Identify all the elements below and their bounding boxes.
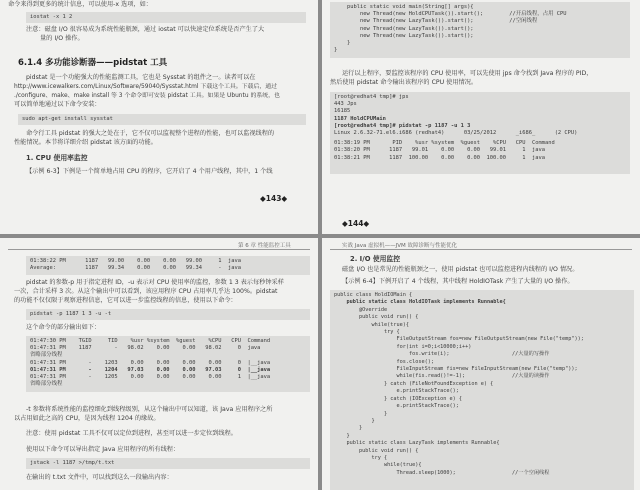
code-line: e.printStackTrace(); <box>334 388 459 395</box>
note: 注意：使用 pidstat 工具不仅可以定位到进程，甚至可以进一步定位到线程。 <box>26 430 237 437</box>
para-4: 可以简单地通过以下命令安装： <box>14 101 101 108</box>
term-line: 443 Jps <box>334 101 357 108</box>
table-row: 省略部分线程 <box>30 352 63 359</box>
term-line: 16185 <box>334 108 351 115</box>
code-line: } <box>334 410 388 417</box>
term-line: 1187 HoldCPUMain <box>334 115 386 122</box>
code-line: while(true){ <box>334 321 409 328</box>
code-jstack: jstack -l 1187 >/tmp/t.txt <box>26 458 310 469</box>
code-line: try { <box>334 329 400 336</box>
running-header: 实战 Java 虚拟机——JVM 故障诊断与性能优化 <box>342 243 457 249</box>
sub-io: 2. I/O 使用监控 <box>350 255 401 263</box>
para-1: pidstat 的参数-p 用于指定进程 ID，-u 表示对 CPU 使用率的监控，参数 1 3 表示每秒钟采样 <box>26 279 284 286</box>
para2-2: 性能情况。本节将详细介绍 pidstat 该方面的功能。 <box>14 139 157 146</box>
para-run-1: 运行以上程序，要监控该程序的 CPU 使用率，可以先使用 jps 命令找到 Java 程序的 PID， <box>342 70 593 77</box>
code-line: try { <box>334 454 388 461</box>
code-line: } <box>334 40 351 47</box>
thread-table <box>26 336 310 392</box>
para-3: ./configure、make、make install 等 3 个命令即可安装 pidstat 工具。如果是 Ubuntu 的系统，也 <box>14 93 280 99</box>
header-rule <box>330 249 632 250</box>
page-bottom-right <box>322 238 640 490</box>
table-row: 01:47:31 PM - 1205 0.00 0.00 0.00 0.00 1 |__java <box>30 374 271 381</box>
code-main <box>330 2 630 58</box>
code-line: Thread.sleep(1000); //一个空闲线程 <box>334 469 550 476</box>
term-line: [root@redhat4 tmp]# jps <box>334 94 409 100</box>
table-row: 01:47:31 PM - 1204 97.03 0.00 0.00 97.03 0 |__java <box>30 366 271 373</box>
term-line: 01:38:19 PM PID %usr %system %guest %CPU CPU Command <box>334 140 555 147</box>
top-line: 命令来得到更多的统计信息，可以使用-x 选项，如： <box>8 1 152 8</box>
code-line: fos.write(i); //大量的写操作 <box>334 351 550 358</box>
para-2: 一次，合计采样 3 次。从这个输出中可以看到，该应用程序 CPU 占用率几乎达 100%。pidstat <box>14 288 278 295</box>
para-out: 这个命令的部分输出如下： <box>26 324 101 331</box>
code-line: } <box>334 417 375 424</box>
para4: 使用以下命令可以导出指定 Java 应用程序的所有线程： <box>26 446 180 453</box>
table-row: 01:47:31 PM - 1203 0.00 0.00 0.00 0.00 0 |__java <box>30 359 271 366</box>
para2-1: 命令行工具 pidstat 的强大之处在于，它不仅可以监视整个进程的性能，也可以监视线程的 <box>26 130 275 137</box>
para-2: http://www.icewalkers.com/Linux/Software/59040/Sysstat.html 下载这个工具。下载后，通过 <box>14 84 278 90</box>
bottom-line: 在输出的 t.txt 文件中，可以找到这么一段输出内容： <box>26 474 173 481</box>
code-line: new Thread(new LazyTask()).start(); <box>334 32 474 39</box>
code-line: new Thread(new HoldCPUTask()).start(); //开启线程，占用 CPU <box>334 11 567 18</box>
page-143 <box>0 0 318 234</box>
running-header: 第 6 章 性能监控工具 <box>238 243 291 249</box>
term-line: [root@redhat4 tmp]# pidstat -p 1187 -u 1 3 <box>334 122 471 129</box>
code-line: for(int i=0;i<10000;i++) <box>334 343 472 350</box>
table-row: 省略部分线程 <box>30 381 63 388</box>
code-line: FileOutputStream fos=new FileOutputStream(new File("temp")); <box>334 336 584 343</box>
para3-1: -t 参数将系统性能的监控细化到线程级别，从这个输出中可以知道，该 Java 应用程序之所 <box>26 406 273 413</box>
code-holdio <box>330 290 634 490</box>
example-6-4: 【示例 6-4】下例开启了 4 个线程，其中线程 HoldIOTask 产生了大量的 I/O 操作。 <box>342 278 574 285</box>
term-line: Linux 2.6.32-71.el6.i686 (redhat4) 03/25/2012 _i686_ (2 CPU) <box>334 130 578 137</box>
code-line: public static class LazyTask implements Runnable{ <box>334 440 500 447</box>
code-line: fos.close(); <box>334 358 434 365</box>
code-line: new Thread(new LazyTask()).start(); <box>334 25 474 32</box>
code-line: while(true){ <box>334 462 422 469</box>
code-line: } <box>334 425 363 432</box>
term-line: 01:38:21 PM 1187 100.00 0.00 0.00 100.00 1 java <box>334 154 545 161</box>
para3-2: 以占用如此之高的 CPU，是因为线程 1204 的缘故。 <box>14 415 160 422</box>
term-line: 01:38:20 PM 1187 99.01 0.00 0.00 99.01 1 java <box>334 147 545 154</box>
code-line: public static void main(String[] args){ <box>334 4 474 10</box>
terminal-output <box>330 92 630 174</box>
header-rule <box>8 249 310 250</box>
para-io: 磁盘 I/O 也是常见的性能瓶颈之一，使用 pidstat 也可以监控进程内线程的 I/O 情况。 <box>342 266 579 273</box>
para-run-2: 然后使用 pidstat 命令输出该程序的 CPU 使用情况。 <box>330 79 478 86</box>
code-line: public static class HoldIOTask implements Runnable{ <box>334 299 506 306</box>
code-cmd: pidstat -p 1187 1 3 -u -t <box>26 309 310 320</box>
section-title: 6.1.4 多功能诊断器——pidstat 工具 <box>18 58 168 68</box>
note-line-1: 注意：磁盘 I/O 很容易成为系统性能瓶颈，通过 iostat 可以快速定位系统是否产生了大 <box>26 26 265 33</box>
code-line: @Override <box>334 306 388 313</box>
code-line: public void run() { <box>334 447 419 454</box>
code-line: } <box>334 47 338 54</box>
code-iostat: iostat -x 1 2 <box>26 12 306 23</box>
code-line: public void run() { <box>334 314 419 321</box>
para-1: pidstat 是一个功能强大的性能监测工具，它也是 Sysstat 的组件之一。读者可以在 <box>26 74 256 81</box>
code-line: public class HoldIOMain { <box>334 292 413 298</box>
example-6-3: 【示例 6-3】下例是一个简单地占用 CPU 的程序，它开启了 4 个用户线程，其中，1 个线 <box>26 168 273 175</box>
note-line-2: 量的 I/O 操作。 <box>40 35 84 42</box>
code-line: } <box>334 432 350 439</box>
page-number: ◆143◆ <box>260 194 288 203</box>
code-line: } catch (IOException e) { <box>334 395 463 402</box>
page-number: ◆144◆ <box>342 219 370 228</box>
page-144 <box>322 0 640 234</box>
code-top <box>26 256 310 275</box>
code-line: FileInputStream fis=new FileInputStream(new File("temp")); <box>334 366 578 373</box>
table-row: 01:47:30 PM TGID TID %usr %system %guest %CPU CPU Command <box>30 338 271 344</box>
para-3: 的功能不仅仅限于观察进程信息，它可以进一步监控线程的信息，使用以下命令： <box>14 297 237 304</box>
code-line: 01:38:22 PM 1187 99.00 0.00 0.00 99.00 1 java <box>30 258 241 264</box>
table-row: 01:47:31 PM 1187 - 98.02 0.00 0.00 98.02 0 java <box>30 345 261 352</box>
code-line: Average: 1187 99.34 0.00 0.00 99.34 - java <box>30 265 241 272</box>
code-line: e.printStackTrace(); <box>334 403 459 410</box>
code-line: } catch (FileNotFoundException e) { <box>334 380 494 387</box>
sub-cpu: 1. CPU 使用率监控 <box>26 154 88 162</box>
code-line: while(fis.read()!=-1); //大量的读操作 <box>334 373 550 380</box>
code-apt: sudo apt-get install sysstat <box>18 114 306 125</box>
code-line: new Thread(new LazyTask()).start(); //空闲线程 <box>334 18 538 25</box>
page-bottom-left <box>0 238 318 490</box>
